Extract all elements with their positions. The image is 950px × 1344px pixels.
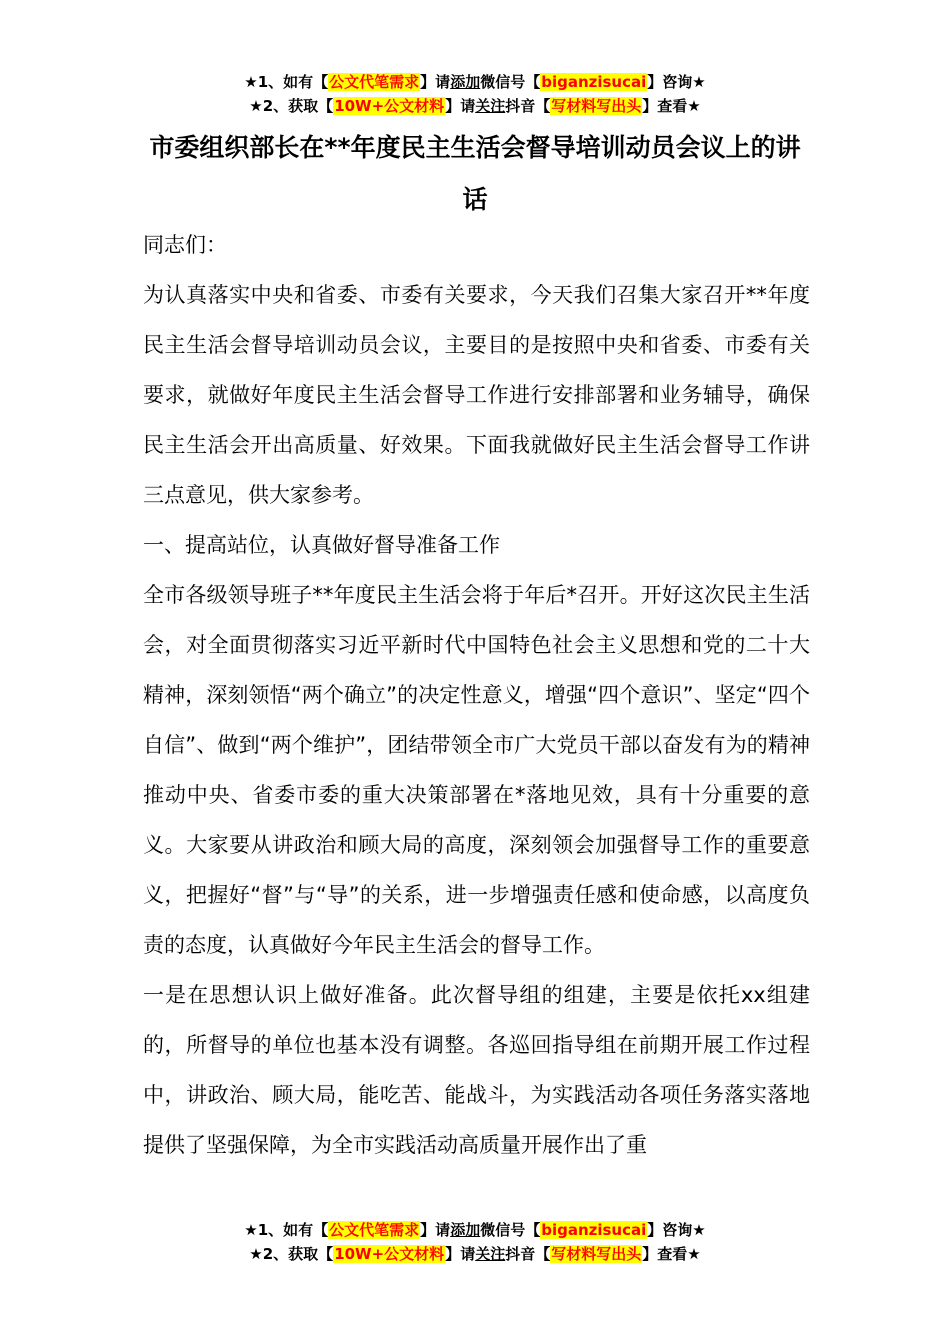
paragraph-point-1: 一是在思想认识上做好准备。此次督导组的组建，主要是依托xx组建的，所督导的单位也基本没有调整。各巡回指导组在前期开展工作过程中，讲政治、顾大局，能吃苦、能战斗，为实践活动各项任务落实落地提供了坚强保障，为全市实践活动高质量开展作出了重: [143, 983, 810, 1157]
promo-line-2: ★2、获取【10W+公文材料】请关注抖音【写材料写出头】查看★: [249, 1245, 701, 1263]
document-body: [143, 220, 810, 1170]
promo-line-1: ★1、如有【公文代笔需求】请添加微信号【biganzisucai】咨询★: [244, 73, 706, 91]
highlight-service: 公文代笔需求: [329, 1221, 420, 1239]
highlight-wechat-id: biganzisucai: [541, 73, 647, 91]
underline-follow: 关注: [475, 1245, 506, 1263]
underline-add: 添加: [450, 1221, 481, 1239]
highlight-materials: 10W+公文材料: [334, 1245, 445, 1263]
promo-line-2: ★2、获取【10W+公文材料】请关注抖音【写材料写出头】查看★: [249, 97, 701, 115]
highlight-wechat-id: biganzisucai: [541, 1221, 647, 1239]
highlight-materials: 10W+公文材料: [334, 97, 445, 115]
document-title: 市委组织部长在**年度民主生活会督导培训动员会议上的讲话: [149, 133, 801, 214]
salutation: 同志们：: [143, 233, 227, 257]
section-heading-1: 一、提高站位，认真做好督导准备工作: [143, 533, 500, 557]
highlight-service: 公文代笔需求: [329, 73, 420, 91]
paragraph-intro: 为认真落实中央和省委、市委有关要求，今天我们召集大家召开**年度民主生活会督导培训动员会议，主要目的是按照中央和省委、市委有关要求，就做好年度民主生活会督导工作进行安排部署和业务辅导，确保民主生活会开出高质量、好效果。下面我就做好民主生活会督导工作讲三点意见，供大家参考。: [143, 283, 810, 507]
paragraph-section-1: 全市各级领导班子**年度民主生活会将于年后*召开。开好这次民主生活会，对全面贯彻落实习近平新时代中国特色社会主义思想和党的二十大精神，深刻领悟“两个确立”的决定性意义，增强“四个意识”、坚定“四个自信”、做到“两个维护”，团结带领全市广大党员干部以奋发有为的精神推动中央、省委市委的重大决策部署在*落地见效，具有十分重要的意义。大家要从讲政治和顾大局的高度，深刻领会加强督导工作的重要意义，把握好“督”与“导”的关系，进一步增强责任感和使命感，以高度负责的态度，认真做好今年民主生活会的督导工作。: [143, 583, 810, 957]
promo-banner-top: [0, 70, 950, 118]
highlight-douyin-id: 写材料写出头: [551, 97, 642, 115]
promo-banner-bottom: [0, 1218, 950, 1266]
underline-follow: 关注: [475, 97, 506, 115]
highlight-douyin-id: 写材料写出头: [551, 1245, 642, 1263]
promo-line-1: ★1、如有【公文代笔需求】请添加微信号【biganzisucai】咨询★: [244, 1221, 706, 1239]
underline-add: 添加: [450, 73, 481, 91]
